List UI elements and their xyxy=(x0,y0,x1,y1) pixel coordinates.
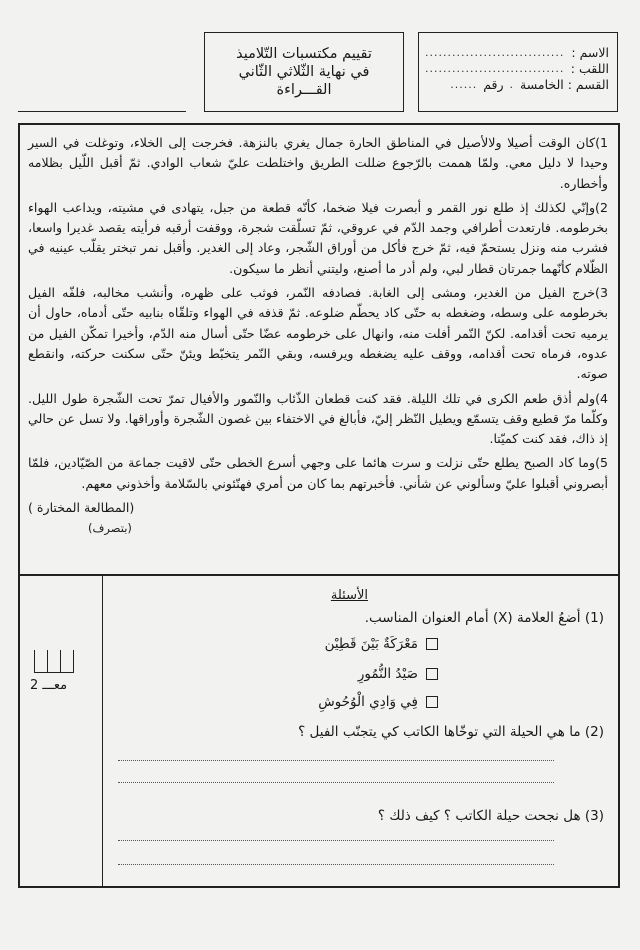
surname-row xyxy=(425,61,609,77)
name-label: الاسم : xyxy=(571,45,609,60)
question-1: (1) أضعُ العلامة (X) أمام العنوان المناسب. xyxy=(364,610,604,626)
paragraph-5: 5)وما كاد الصبح يطلع حتّى نزلت و سرت هائما على وجهي أسرع الخطى حتّى لاقيت جماعة من الصّيّادين، فلمّا أبصروني أقبلوا عليّ وسألوني عن شأني. فأخبرتهم بما كان من أمري فهنّئوني بالسّلامة وأخذوني معهم. xyxy=(28,455,608,491)
answer-line-3b[interactable] xyxy=(118,864,554,865)
surname-field[interactable]: ............................... xyxy=(425,62,565,75)
option-1[interactable] xyxy=(325,636,438,652)
option-2-label: صَيْدُ النُّمُورِ xyxy=(357,666,418,682)
option-3-checkbox[interactable] xyxy=(426,696,438,708)
question-2: (2) ما هي الحيلة التي توخّاها الكاتب كي يتجنّب الفيل ؟ xyxy=(298,724,604,740)
passage-source xyxy=(28,498,608,538)
class-row xyxy=(425,77,609,93)
option-3[interactable] xyxy=(318,694,438,710)
paragraph-1: 1)كان الوقت أصيلا ولالأصيل في المناطق الحارة جمال يغري بالنزهة. فخرجت إلى الخلاء، وتوغلت في السير وحيدا لا دليل معي. ولمّا هممت بالرّجوع ضللت الطريق واختلطت عليّ شعاب الوادي. ثمّ أقبل اللّيل بظلامه وأخطاره. xyxy=(28,135,608,191)
exam-header xyxy=(18,32,618,112)
surname-label: اللقب : xyxy=(570,61,609,76)
answer-line-3a[interactable] xyxy=(118,840,554,841)
title-line-1: تقييم مكتسبات التّلاميذ xyxy=(236,46,372,62)
score-label: معـــ 2 xyxy=(30,678,68,693)
questions-section xyxy=(18,576,620,888)
question-3: (3) هل نجحت حيلة الكاتب ؟ كيف ذلك ؟ xyxy=(377,808,604,824)
title-line-3: القـــراءة xyxy=(276,82,332,98)
name-row xyxy=(425,45,609,61)
class-dots: . xyxy=(509,78,515,91)
option-2[interactable] xyxy=(358,666,438,682)
score-bars xyxy=(34,650,74,673)
paragraph-4: 4)ولم أذق طعم الكرى في تلك الليلة. فقد كنت قطعان الذّئاب والنّمور والأفيال تمرّ تحت الشّجرة طول الليل. وكلّما مرّ قطيع وقف يتسمّع ويطيل النّظر إليّ، فأبالغ في الاختفاء بين غصون الشّجرة وأوراقها. ولا تسل عن حالي إذ ذاك، فقد كنت كميّتا. xyxy=(28,390,608,447)
score-column-divider xyxy=(102,576,103,886)
source-text: (المطالعة المختارة ) xyxy=(28,500,135,516)
title-line-2: في نهاية الثّلاثي الثّاني xyxy=(238,64,370,80)
number-field[interactable]: ...... xyxy=(450,78,478,91)
student-info-box xyxy=(418,32,618,112)
answer-line-2b[interactable] xyxy=(118,782,554,783)
paragraph-2: 2)وإنّي لكذلك إذ طلع نور القمر و أبصرت فيلا ضخما، كأنّه قطعة من جبل، يتهادى في مشيته، ويداعب الهواء بخرطومه. فارتعدت أطرافي وجمد الدّم في عروقي، ثمّ تسلّقت شجرة، ووقفت أرقبه فرأيته يقصد غديرا واسعا، فشرب منه ونزل يستحمّ فيه، ثمّ خرج فأكل من أوراق الشّجر، وعاد إلى الغدير. وأقبل نمر تبختر يقلّب عينيه في الظّلام كأنّهما جمرتان قطار لبي، ولم أدر ما أصنع، وليتني أنظر ما سيكون. xyxy=(28,199,608,276)
class-label: القسم : الخامسة xyxy=(520,77,609,92)
questions-title: الأسئلة xyxy=(330,588,368,603)
exam-title-box xyxy=(204,32,404,112)
score-box xyxy=(28,646,94,706)
paragraph-3: 3)خرج الفيل من الغدير، ومشى إلى الغابة. فصادفه النّمر، فوثب على ظهره، وأنشب مخالبه، فلفّه الفيل بخرطومه على وسطه، وضغطه به حتّى كاد يحطّم ضلوعه. ثمّ قذفه في الهواء وتلقّاه بنابيه حتّى أدماه، حاول أن يرميه تحت أقدامه. لكنّ النّمر أفلت منه، وانهال على خرطومه عضّا حتّى أسال منه الدّم، وأخيرا تمكّن الفيل من عدوه، فرماه تحت أقدامه، ووقف عليه يضغطه ويرفسه، وبقي النّمر يتخبّط ويئنّ حتّى سكنت حركته، وانقطع صوته. xyxy=(28,285,608,382)
name-field[interactable]: ............................... xyxy=(425,46,565,59)
option-1-checkbox[interactable] xyxy=(426,638,438,650)
number-label: رقم xyxy=(483,77,504,92)
grade-box xyxy=(18,32,186,112)
answer-line-2a[interactable] xyxy=(118,760,554,761)
option-1-label: مَعْرَكَةٌ بَيْنَ قَطِيْن xyxy=(324,636,418,652)
option-2-checkbox[interactable] xyxy=(426,668,438,680)
reading-passage xyxy=(18,123,620,576)
adapted-note: (بتصرف) xyxy=(88,521,132,536)
option-3-label: فِي وَادِي الْوُحُوشِ xyxy=(318,694,418,710)
